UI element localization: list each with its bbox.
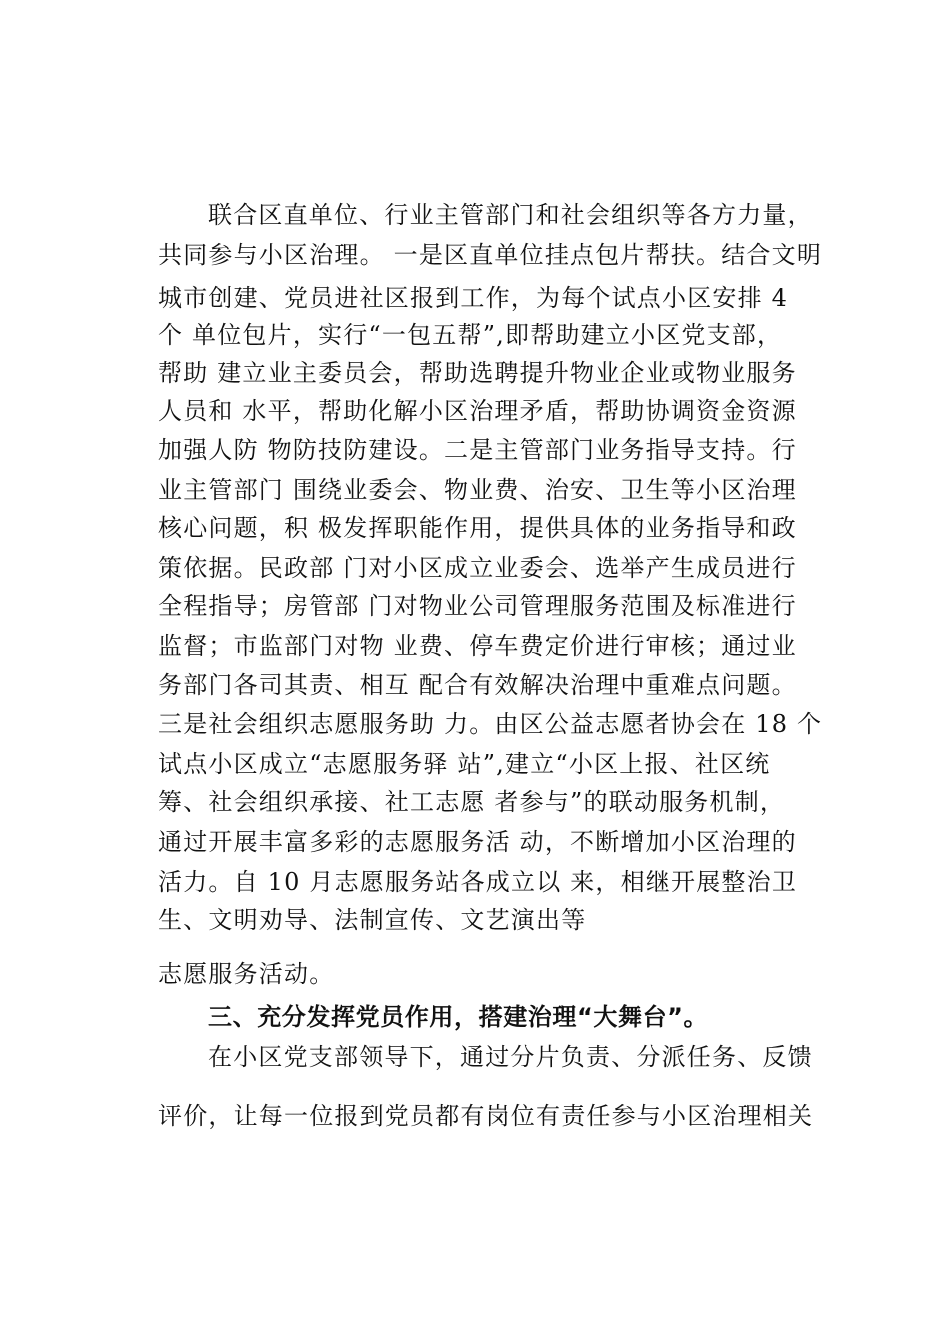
paragraph-line: 业主管部门 围绕业委会、物业费、治安、卫生等小区治理 bbox=[158, 476, 797, 504]
paragraph-line: 个 单位包片，实行“一包五帮”,即帮助建立小区党支部， bbox=[158, 321, 783, 349]
paragraph-line: 监督；市监部门对物 业费、停车费定价进行审核；通过业 bbox=[158, 632, 797, 660]
paragraph-line: 活力。自 10 月志愿服务站各成立以 来，相继开展整治卫 bbox=[158, 868, 798, 896]
paragraph-line: 核心问题，积 极发挥职能作用，提供具体的业务指导和政 bbox=[158, 514, 797, 542]
paragraph-line: 城市创建、党员进社区报到工作，为每个试点小区安排 4 bbox=[158, 284, 789, 312]
paragraph-line: 在小区党支部领导下，通过分片负责、分派任务、反馈 bbox=[208, 1043, 813, 1071]
paragraph-line: 帮助 建立业主委员会，帮助选聘提升物业企业或物业服务 bbox=[158, 359, 797, 387]
paragraph-line: 加强人防 物防技防建设。二是主管部门业务指导支持。行 bbox=[158, 436, 797, 464]
paragraph-line: 生、文明劝导、法制宣传、文艺演出等 bbox=[158, 906, 587, 934]
paragraph-line: 三是社会组织志愿服务助 力。由区公益志愿者协会在 18 个 bbox=[158, 710, 823, 738]
paragraph-line: 人员和 水平，帮助化解小区治理矛盾，帮助协调资金资源 bbox=[158, 397, 797, 425]
paragraph-line: 志愿服务活动。 bbox=[158, 960, 335, 988]
paragraph-line: 共同参与小区治理。 一是区直单位挂点包片帮扶。结合文明 bbox=[158, 241, 823, 269]
section-heading: 三、充分发挥党员作用，搭建治理“大舞台”。 bbox=[208, 1003, 709, 1031]
paragraph-line: 务部门各司其责、相互 配合有效解决治理中重难点问题。 bbox=[158, 671, 797, 699]
paragraph-line: 策依据。民政部 门对小区成立业委会、选举产生成员进行 bbox=[158, 554, 797, 582]
paragraph-line: 通过开展丰富多彩的志愿服务活 动，不断增加小区治理的 bbox=[158, 828, 797, 856]
paragraph-line: 筹、社会组织承接、社工志愿 者参与”的联动服务机制， bbox=[158, 788, 786, 816]
paragraph-line: 全程指导；房管部 门对物业公司管理服务范围及标准进行 bbox=[158, 592, 797, 620]
paragraph-line: 评价，让每一位报到党员都有岗位有责任参与小区治理相关 bbox=[158, 1102, 814, 1130]
paragraph-line: 联合区直单位、行业主管部门和社会组织等各方力量， bbox=[208, 201, 813, 229]
paragraph-line: 试点小区成立“志愿服务驿 站”,建立“小区上报、社区统 bbox=[158, 750, 771, 778]
